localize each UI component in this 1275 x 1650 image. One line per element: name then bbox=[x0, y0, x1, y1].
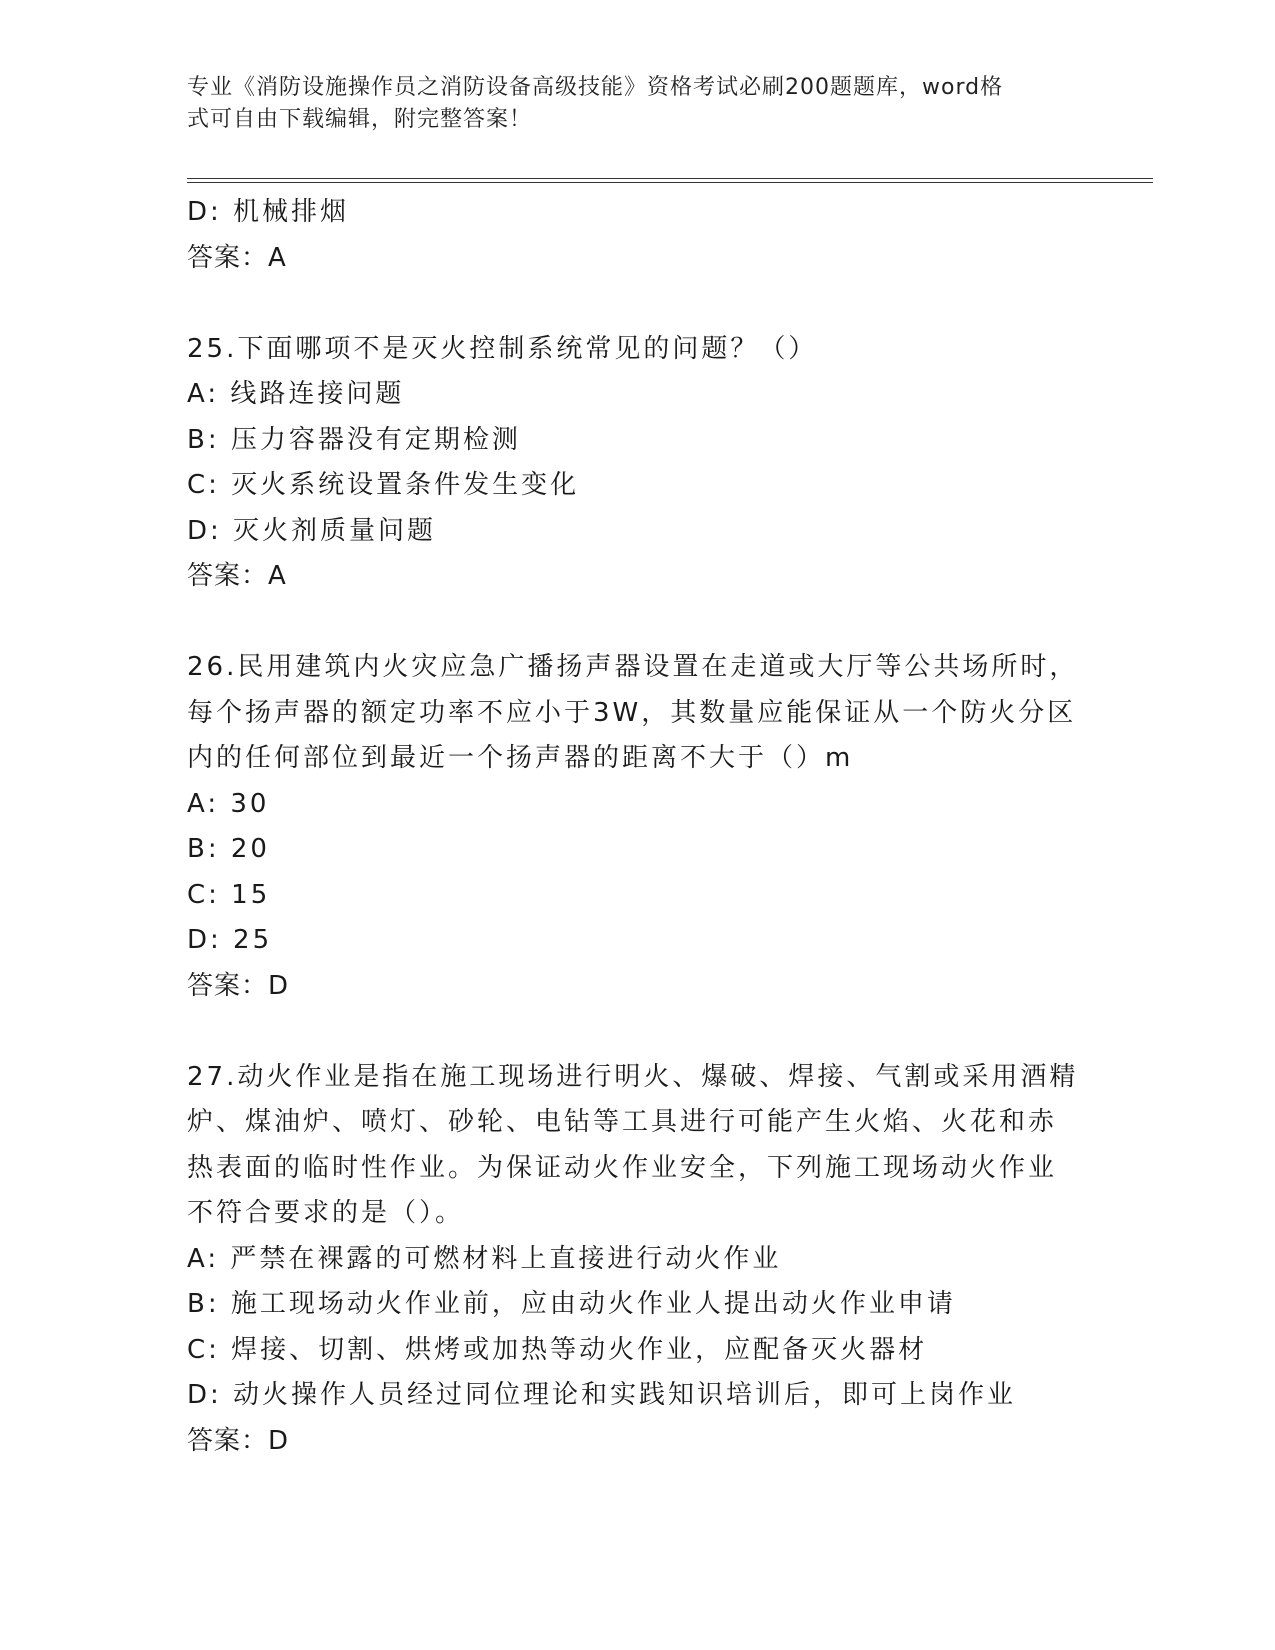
option-b: B: 压力容器没有定期检测 bbox=[187, 424, 521, 455]
prev-question-option-d: D: 机械排烟 bbox=[187, 197, 350, 227]
spacer bbox=[187, 1009, 1087, 1055]
option-d: D: 灭火剂质量问题 bbox=[187, 515, 437, 546]
spacer bbox=[187, 600, 1087, 646]
question-text: 炉、煤油炉、喷灯、砂轮、电钻等工具进行可能产生火焰、火花和赤 bbox=[187, 1107, 1058, 1137]
question-text: 27.动火作业是指在施工现场进行明火、爆破、焊接、气割或采用酒精 bbox=[187, 1061, 1079, 1092]
answer: 答案：A bbox=[187, 561, 287, 591]
question-27 bbox=[187, 1055, 1087, 1465]
option-a: A: 线路连接问题 bbox=[187, 379, 405, 409]
option-d: D: 动火操作人员经过同位理论和实践知识培训后，即可上岗作业 bbox=[187, 1380, 1017, 1410]
question-text: 26.民用建筑内火灾应急广播扬声器设置在走道或大厅等公共场所时， bbox=[187, 652, 1079, 682]
option-b: B: 施工现场动火作业前，应由动火作业人提出动火作业申请 bbox=[187, 1289, 956, 1319]
question-text: 内的任何部位到最近一个扬声器的距离不大于（）m bbox=[187, 743, 854, 773]
option-a: A: 30 bbox=[187, 788, 270, 819]
question-25 bbox=[187, 327, 1087, 600]
question-text: 热表面的临时性作业。为保证动火作业安全，下列施工现场动火作业 bbox=[187, 1152, 1058, 1183]
option-d: D: 25 bbox=[187, 925, 273, 955]
spacer bbox=[187, 281, 1087, 327]
prev-question-answer: 答案：A bbox=[187, 242, 287, 273]
option-c: C: 15 bbox=[187, 879, 271, 910]
document-header bbox=[187, 72, 1067, 136]
question-text: 25.下面哪项不是灭火控制系统常见的问题？（） bbox=[187, 333, 818, 364]
header-line-2: 式可自由下载编辑，附完整答案！ bbox=[187, 107, 533, 132]
option-a: A: 严禁在裸露的可燃材料上直接进行动火作业 bbox=[187, 1243, 782, 1274]
question-text: 每个扬声器的额定功率不应小于3W，其数量应能保证从一个防火分区 bbox=[187, 697, 1077, 728]
option-c: C: 焊接、切割、烘烤或加热等动火作业，应配备灭火器材 bbox=[187, 1334, 928, 1365]
question-text: 不符合要求的是（）。 bbox=[187, 1198, 465, 1228]
question-26 bbox=[187, 645, 1087, 1009]
header-rule-top bbox=[187, 178, 1153, 179]
header-line-1: 专业《消防设施操作员之消防设备高级技能》资格考试必刷200题题库，word格 bbox=[187, 75, 1004, 100]
option-b: B: 20 bbox=[187, 834, 270, 864]
answer: 答案：D bbox=[187, 970, 290, 1001]
answer: 答案：D bbox=[187, 1425, 290, 1456]
option-c: C: 灭火系统设置条件发生变化 bbox=[187, 470, 580, 500]
header-rule-bottom bbox=[187, 182, 1153, 183]
document-body bbox=[187, 190, 1087, 1464]
